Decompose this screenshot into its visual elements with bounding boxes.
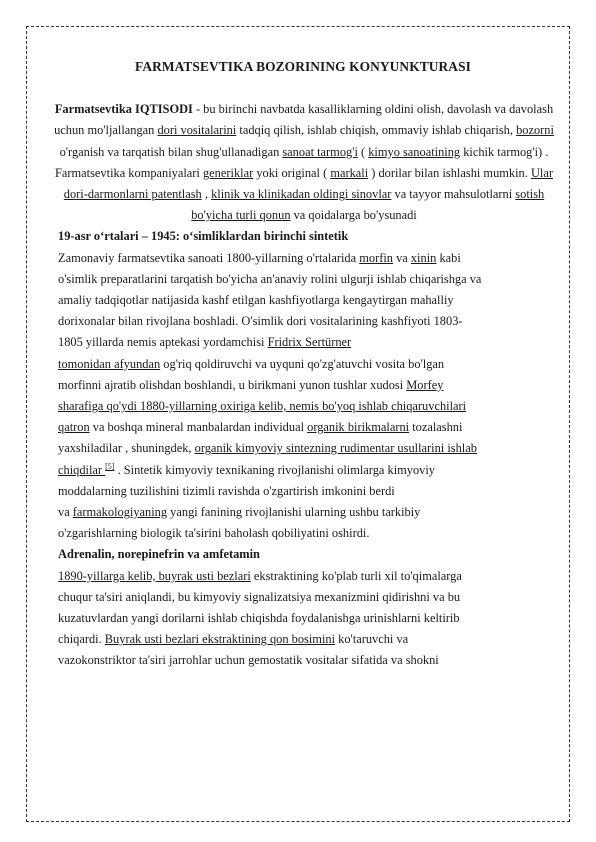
hyperlink[interactable]: Morfey: [406, 377, 444, 392]
text-line: [58, 269, 548, 290]
text-run: kabi: [436, 250, 461, 265]
text-run: ,: [201, 187, 212, 202]
text-run: ) dorilar bilan ishlashi mumkin.: [368, 165, 531, 180]
hyperlink[interactable]: sharafiga qo'ydi 1880-yillarning oxiriga kelib, nemis bo'yoq ishlab chiqaruvchilari: [58, 399, 467, 414]
text-run: tadqiq qilish, ishlab chiqish, ommaviy ishlab chiqarish,: [236, 123, 517, 138]
text-line: [58, 290, 548, 311]
text-run: 1805 yillarda nemis aptekasi yordamchisi: [58, 335, 268, 350]
hyperlink[interactable]: markali: [330, 165, 369, 180]
hyperlink[interactable]: xinin: [410, 250, 437, 265]
text-run: vazokonstriktor ta'siri jarrohlar uchun gemostatik vositalar sifatida va shokni: [58, 653, 439, 668]
text-run: moddalarning tuzilishini tizimli ravishda o'zgartirish imkonini berdi: [58, 483, 395, 498]
text-run: tozalashni: [409, 420, 463, 435]
text-line: [58, 650, 548, 671]
text-line: [58, 354, 548, 375]
intro-paragraph: [54, 99, 554, 226]
hyperlink[interactable]: bozorni: [516, 123, 554, 138]
text-run: - bu birinchi navbatda kasalliklarning oldini olish, davolash va davolash uchun mo'ljallangan: [54, 102, 554, 138]
text-run: chuqur ta'siri aniqlandi, bu kimyoviy signalizatsiya mexanizmini qidirishni va bu: [58, 589, 461, 604]
hyperlink[interactable]: organik birikmalarni: [307, 420, 410, 435]
text-run: . Sintetik kimyoviy texnikaning rivojlanishi olimlarga kimyoviy: [114, 462, 435, 477]
text-line: [58, 481, 548, 502]
text-line: [58, 629, 548, 650]
document-body: [54, 56, 554, 672]
text-run: va: [392, 250, 411, 265]
text-run: kuzatuvlardan yangi dorilarni ishlab chiqishda foydalanishga urinishlarni keltirib: [58, 611, 460, 626]
text-line: [58, 523, 548, 544]
hyperlink[interactable]: Ular dori-darmonlarni patentlash: [63, 165, 553, 202]
text-run: Zamonaviy farmatsevtika sanoati 1800-yillarning o'rtalarida: [58, 250, 360, 265]
section-body-1: [58, 248, 548, 545]
text-line: [58, 566, 548, 587]
text-run: (: [357, 144, 369, 159]
text-run: yoki original (: [253, 165, 331, 180]
text-run: yaxshiladilar , shuningdek,: [58, 441, 195, 456]
text-run: og'riq qoldiruvchi va uyquni qo'zg'atuvchi vosita bo'lgan: [160, 356, 445, 371]
section-heading-2: Adrenalin, norepinefrin va amfetamin: [58, 547, 260, 562]
hyperlink[interactable]: morfin: [359, 250, 393, 265]
section-body-2: [58, 566, 548, 672]
hyperlink[interactable]: farmakologiyaning: [72, 505, 168, 520]
text-line: [58, 460, 548, 481]
text-line: [58, 311, 548, 332]
hyperlink[interactable]: organik kimyoviy sintezning rudimentar usullarini ishlab: [194, 441, 477, 456]
text-run: amaliy tadqiqotlar natijasida kashf etilgan kashfiyotlarga kengaytirgan mahalliy: [58, 293, 454, 308]
section-heading-1: 19-asr o‘rtalari – 1945: o‘simliklardan birinchi sintetik: [58, 229, 349, 244]
text-run: va tayyor mahsulotlarni: [391, 187, 516, 202]
text-run: ekstraktining ko'plab turli xil to'qimalarga: [250, 568, 462, 583]
hyperlink[interactable]: chiqdilar: [58, 462, 106, 477]
text-line: [58, 375, 548, 396]
text-run: ko'taruvchi va: [335, 632, 409, 647]
text-line: [58, 248, 548, 269]
hyperlink[interactable]: generiklar: [202, 165, 254, 180]
text-line: [58, 502, 548, 523]
text-run: o'simlik preparatlarini tarqatish bo'yicha an'anaviy rolini ulgurji ishlab chiqarishga va: [58, 271, 482, 286]
text-run: va: [58, 505, 73, 520]
bold-term: Farmatsevtika IQTISODI: [54, 102, 193, 117]
text-run: va qoidalarga bo'ysunadi: [290, 208, 417, 223]
text-run: chiqardi.: [58, 632, 105, 647]
hyperlink[interactable]: tomonidan afyundan: [58, 356, 161, 371]
text-run: morfinni ajratib olishdan boshlandi, u birikmani yunon tushlar xudosi: [58, 377, 407, 392]
text-run: o'zgarishlarning biologik ta'sirini baholash qobiliyatini oshirdi.: [58, 526, 370, 541]
hyperlink[interactable]: 1890-yillarga kelib, buyrak usti bezlari: [58, 568, 251, 583]
text-line: [58, 417, 548, 438]
document-title: FARMATSEVTIKA BOZORINING KONYUNKTURASI: [135, 59, 471, 74]
text-run: o'rganish va tarqatish bilan shug'ullanadigan: [59, 144, 283, 159]
hyperlink[interactable]: sanoat tarmog'i: [282, 144, 358, 159]
hyperlink[interactable]: sotish bo'yicha turli qonun: [191, 187, 545, 223]
hyperlink[interactable]: Fridrix Sertürner: [267, 335, 352, 350]
text-line: [58, 332, 548, 353]
text-run: yangi fanining rivojlanishi ularning ushbu tarkibiy: [167, 505, 421, 520]
text-run: dorixonalar bilan rivojlana boshladi. O'simlik dori vositalarining kashfiyoti 1803-: [58, 314, 463, 329]
text-run: kichik tarmog'i) . Farmatsevtika kompaniyalari: [55, 144, 549, 180]
hyperlink[interactable]: dori vositalarini: [157, 123, 237, 138]
hyperlink[interactable]: qatron: [58, 420, 90, 435]
text-line: [58, 438, 548, 459]
text-line: [58, 587, 548, 608]
text-line: [58, 608, 548, 629]
text-run: va boshqa mineral manbalardan individual: [89, 420, 308, 435]
hyperlink[interactable]: kimyo sanoatining: [368, 144, 461, 159]
citation-link[interactable]: [5]: [105, 461, 115, 471]
text-line: [58, 396, 548, 417]
hyperlink[interactable]: Buyrak usti bezlari ekstraktining qon bosimini: [104, 632, 336, 647]
hyperlink[interactable]: klinik va klinikadan oldingi sinovlar: [211, 187, 392, 202]
